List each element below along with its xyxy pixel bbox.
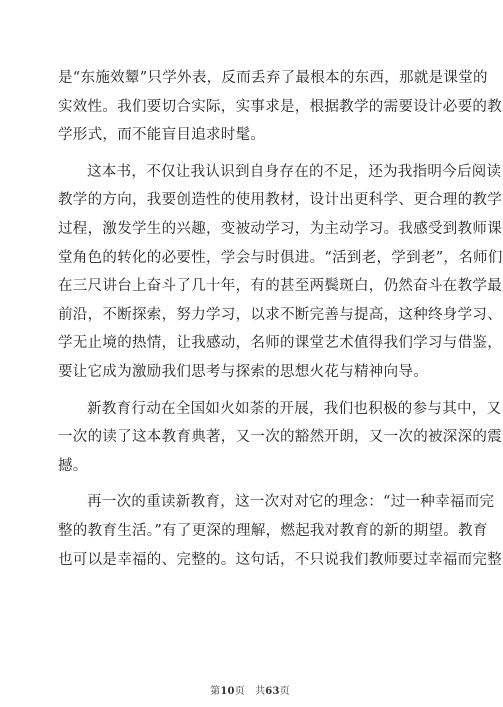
- paragraph-2: [58, 158, 503, 387]
- text-line: 要让它成为激励我们思考与探索的思想火花与精神向导。: [58, 363, 428, 380]
- text-line: 整的教育生活。”有了更深的理解，燃起我对教育的新的期望。教育: [58, 522, 488, 539]
- text-line: 过程，激发学生的兴趣，变被动学习，为主动学习。我感受到教师课: [58, 220, 502, 237]
- page-footer: [0, 682, 500, 697]
- text-line: 撼。: [58, 457, 88, 474]
- current-page-number: 10: [220, 686, 235, 697]
- paragraph-4: [58, 488, 502, 574]
- text-line: 实效性。我们要切合实际，实事求是，根据教学的需要设计必要的教: [58, 98, 502, 115]
- text-line: 学无止境的热情，让我感动，名师的课堂艺术值得我们学习与借鉴，: [58, 335, 502, 352]
- body-text: [58, 64, 503, 574]
- text-line: 堂角色的转化的必要性，学会与时俱进。“活到老，学到老”，名师们: [58, 249, 503, 266]
- footer-prefix: 第: [210, 686, 221, 697]
- text-line: 再一次的重读新教育，这一次对对它的理念：“过一种幸福而完: [87, 494, 495, 511]
- paragraph-3: [58, 395, 502, 481]
- text-line: 新教育行动在全国如火如荼的开展，我们也积极的参与其中，又: [87, 400, 502, 417]
- text-line: 前沿，不断探索，努力学习，以求不断完善与提高，这种终身学习、: [58, 306, 502, 323]
- footer-suffix: 页: [279, 686, 290, 697]
- text-line: 教学的方向，我要创造性的使用教材，设计出更科学、更合理的教学: [58, 192, 502, 209]
- text-line: 是“东施效颦”只学外表，反而丢弃了最根本的东西，那就是课堂的: [58, 70, 488, 86]
- text-line: 一次的读了这本教育典著，又一次的豁然开朗，又一次的被深深的震: [58, 429, 502, 446]
- text-line: 这本书，不仅让我认识到自身存在的不足，还为我指明今后阅读: [87, 163, 502, 180]
- text-line: 学形式，而不能盲目追求时髦。: [58, 127, 266, 144]
- text-line: 也可以是幸福的、完整的。这句话，不只说我们教师要过幸福而完整: [58, 551, 502, 568]
- total-page-count: 63: [265, 686, 280, 697]
- paragraph-1: [58, 64, 502, 150]
- text-line: 在三尺讲台上奋斗了几十年，有的甚至两鬓斑白，仍然奋斗在教学最: [58, 278, 502, 295]
- footer-middle: 页 共: [234, 686, 266, 697]
